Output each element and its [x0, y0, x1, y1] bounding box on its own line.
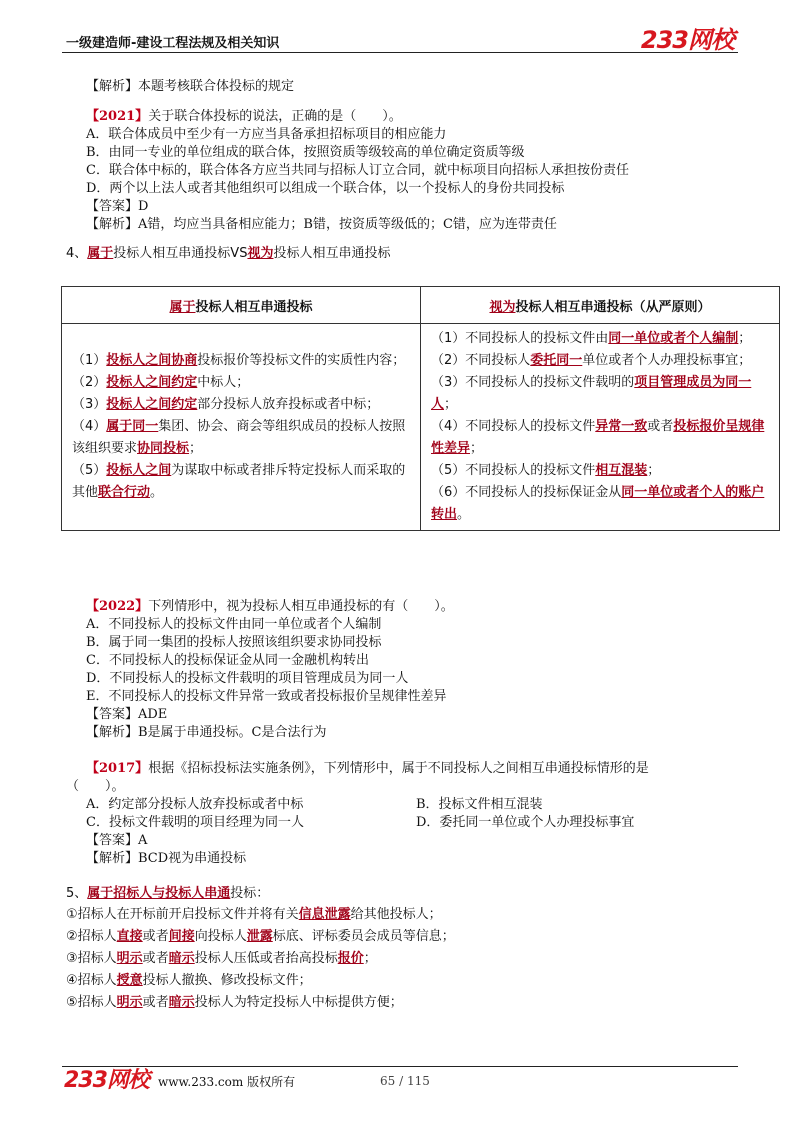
option-e: E．不同投标人的投标文件异常一致或者投标报价呈规律性差异	[86, 689, 447, 704]
option-b: B．由同一专业的单位组成的联合体，按照资质等级较高的单位确定资质等级	[86, 145, 525, 160]
option-a: A．约定部分投标人放弃投标或者中标	[86, 797, 304, 812]
page-header	[62, 24, 738, 53]
comparison-table	[61, 286, 780, 531]
answer-text: 【答案】D	[86, 199, 149, 214]
list-item: ⑤招标人明示或者暗示投标人为特定投标人中标提供方便；	[66, 995, 403, 1010]
copyright-text: www.233.com 版权所有	[158, 1075, 296, 1089]
table-cell-left: （1）投标人之间协商投标报价等投标文件的实质性内容； （2）投标人之间约定中标人； （3）投标人之间约定部分投标人放弃投标或者中标； （4）属于同一集团、协会、商会等组织成员的投标人按照该组织要求协同投标； （5）投标人之间为谋取中标或者排斥特定投标人而采取的其他联合行动。	[62, 324, 421, 531]
option-d: D．两个以上法人或者其他组织可以组成一个联合体，以一个投标人的身份共同投标	[86, 181, 565, 196]
header-title: 一级建造师-建设工程法规及相关知识	[66, 36, 280, 51]
answer-text: 【答案】ADE	[86, 707, 168, 722]
table-cell-right: （1）不同投标人的投标文件由同一单位或者个人编制； （2）不同投标人委托同一单位或者个人办理投标事宜； （3）不同投标人的投标文件载明的项目管理成员为同一人； （4）不同投标人的投标文件异常一致或者投标报价呈规律性差异； （5）不同投标人的投标文件相互混装； （6）不同投标人的投标保证金从同一单位或者个人的账户转出。	[421, 324, 780, 531]
year-tag: 【2021】	[86, 109, 149, 124]
questions-lower	[66, 598, 746, 1014]
option-a: A．不同投标人的投标文件由同一单位或者个人编制	[86, 617, 382, 632]
page-footer	[62, 1066, 738, 1095]
section-5-list	[66, 904, 746, 1014]
question-2017-stem-cont: （ ）。	[66, 779, 125, 794]
analysis-text: 【解析】B是属于串通投标。C是合法行为	[86, 725, 327, 740]
answer-text: 【答案】A	[86, 833, 148, 848]
list-item: ①招标人在开标前开启投标文件并将有关信息泄露给其他投标人；	[66, 907, 442, 922]
page-number: 65 / 115	[380, 1074, 430, 1088]
table-header-left: 属于投标人相互串通投标	[62, 287, 421, 324]
option-b: B．属于同一集团的投标人按照该组织要求协同投标	[86, 635, 382, 650]
question-2017-stem: 【2017】根据《招标投标法实施条例》，下列情形中，属于不同投标人之间相互串通投标情形的是	[86, 761, 649, 776]
option-c: C．投标文件载明的项目经理为同一人	[86, 815, 304, 830]
option-c: C．不同投标人的投标保证金从同一金融机构转出	[86, 653, 369, 668]
list-item: ③招标人明示或者暗示投标人压低或者抬高投标报价；	[66, 951, 377, 966]
options-row	[86, 814, 746, 832]
brand-logo: 233网校	[640, 26, 734, 54]
options-row	[86, 796, 746, 814]
footer-logo: 233网校	[64, 1068, 149, 1093]
option-b: B．投标文件相互混装	[416, 797, 543, 812]
analysis-text: 【解析】本题考核联合体投标的规定	[86, 79, 295, 94]
question-2022-stem: 【2022】下列情形中，视为投标人相互串通投标的有（ ）。	[86, 599, 454, 614]
list-item: ②招标人直接或者间接向投标人泄露标底、评标委员会成员等信息；	[66, 929, 455, 944]
section-5-heading: 5、属于招标人与投标人串通投标：	[66, 886, 270, 901]
section-4-heading: 4、属于投标人相互串通投标VS视为投标人相互串通投标	[66, 246, 391, 261]
question-2021-stem: 【2021】关于联合体投标的说法，正确的是（ ）。	[86, 109, 402, 124]
analysis-text: 【解析】BCD视为串通投标	[86, 851, 247, 866]
option-d: D．不同投标人的投标文件载明的项目管理成员为同一人	[86, 671, 409, 686]
table-header-right: 视为投标人相互串通投标（从严原则）	[421, 287, 780, 324]
main-content	[66, 78, 746, 264]
option-a: A．联合体成员中至少有一方应当具备承担招标项目的相应能力	[86, 127, 447, 142]
option-c: C．联合体中标的，联合体各方应当共同与招标人订立合同，就中标项目向招标人承担按份责任	[86, 163, 629, 178]
option-d: D．委托同一单位或个人办理投标事宜	[416, 815, 635, 830]
list-item: ④招标人授意投标人撤换、修改投标文件；	[66, 973, 312, 988]
analysis-text: 【解析】A错，均应当具备相应能力；B错，按资质等级低的；C错，应为连带责任	[86, 217, 557, 232]
